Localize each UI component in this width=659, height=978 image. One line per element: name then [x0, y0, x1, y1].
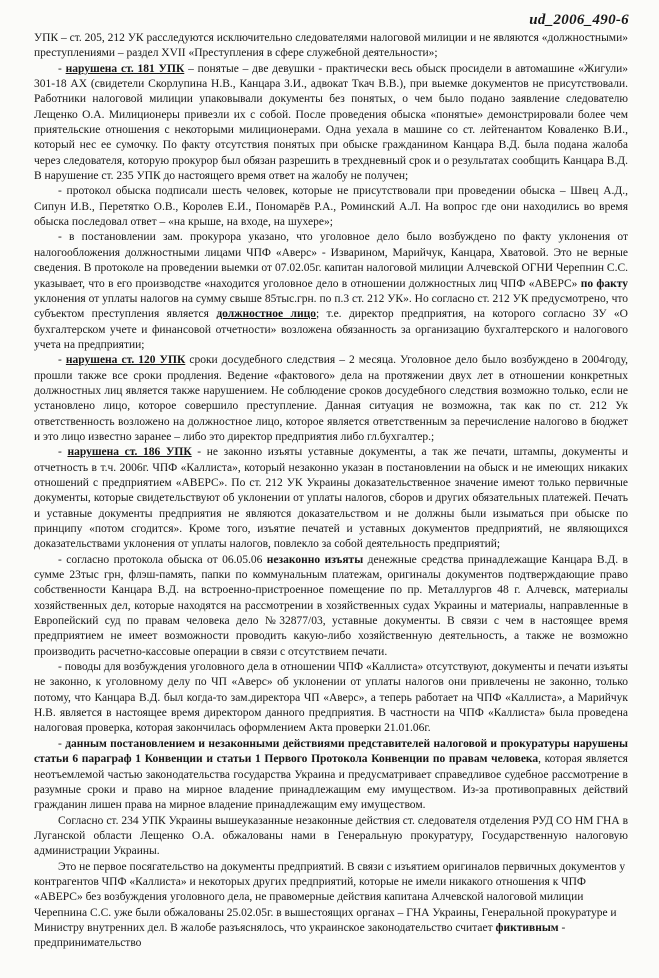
paragraph-seized-funds	[34, 553, 628, 660]
emphasis-text: нарушена ст. 120 УПК	[65, 354, 186, 367]
paragraph-art-234-appeal	[34, 814, 628, 860]
document-id: ud_2006_490-6	[529, 12, 629, 28]
paragraph-text: -	[58, 62, 66, 75]
paragraph-intro	[34, 31, 628, 62]
paragraph-text: - предпринимательство	[34, 921, 566, 950]
paragraph-text: - согласно протокола обыска от 06.05.06	[58, 553, 267, 566]
paragraph-art-181	[34, 62, 628, 185]
paragraph-kallista-grounds	[34, 660, 628, 737]
paragraph-text: ; т.е. директор предприятия, на которого согласно ЗУ «О бухгалтерском учете и финансовой отчетности» возложена обязанность за организацию бухгалтерского и налогового учета на предприятии;	[34, 308, 628, 351]
paragraph-search-protocol	[34, 184, 628, 230]
paragraph-text: уклонения от уплаты налогов на сумму свыше 85тыс.грн. по п.3 ст. 212 УК». Но согласно ст. 212 УК предусмотрено, что субъектом преступления является	[34, 292, 628, 321]
paragraph-art-186	[34, 445, 628, 552]
emphasis-text: данным постановлением и незаконными действиями представителей налоговой и прокуратуры нарушены статьи 6 параграф 1 Конвенции и статьи 1 Первого Протокола Конвенции по правам человека	[34, 737, 628, 766]
paragraph-text: сроки досудебного следствия – 2 месяца. Уголовное дело было возбуждено в 2004году, прошли также все сроки продления. Ведение «фактового» дела на протяжении двух лет в отношении конкретных должностных лиц является также нарушением. Не соблюдение сроков досудебного следствия возможно только, если не установлено лицо, которое совершило преступление. Данная ситуация не возможна, так как по ст. 212 Ук ответственность возложено на должностное лицо, которое является ответственным за перечисление налогово в бюджет и это лицо известно заранее – либо это директор предприятия либо гл.бухгалтер.;	[34, 354, 628, 443]
emphasis-text: незаконно изъяты	[266, 553, 364, 566]
paragraph-text: Согласно ст. 234 УПК Украины вышеуказанные незаконные действия ст. следователя отделения РУД СО НМ ГНА в Луганской области Лещенко О.А. обжалованы нами в Генеральную прокуратуру, Государственную налоговую администрации Украины.	[34, 814, 628, 858]
paragraph-text: - протокол обыска подписали шесть человек, которые не присутствовали при проведении обыска – Швец А.Д., Сипун И.В., Перетятко О.В., Королев Е.И., Пономарёв Р.А., Роминский А.Л. На вопрос где они находились во время обыска последовал ответ – «на крыше, на входе, на шухере»;	[34, 185, 628, 229]
paragraph-text: , которая является неотъемлемой частью законодательства государства Украина и предусматривает справедливое судебное рассмотрение в разумные сроки и право на мирное владение принадлежащим ему имуществом. Из-за противоправных действий гражданин лишен права на мирное владение принадлежащим ему имуществом.	[34, 753, 628, 812]
paragraph-art-120	[34, 353, 628, 445]
paragraph-text: УПК – ст. 205, 212 УК расследуются исключительно следователями налоговой милиции и не являются «должностными» преступлениями – раздел XVII «Преступления в сфере служебной деятельности»;	[34, 32, 628, 60]
paragraph-text: -	[58, 737, 66, 750]
paragraph-text: -	[58, 354, 66, 367]
emphasis-text: нарушена ст. 186 УПК	[67, 446, 192, 459]
paragraph-text: – понятые – две девушки - практически весь обыск просидели в автомашине «Жигули» 301-18 АХ (свидетели Скорлупина Н.В., Канцара З.И., адвокат Ткач В.В.), при выемке документов не присутствовали. Работники налоговой милиции упаковывали документы без понятых, о чем было подано заявление следователю Лещенко О.А. Милиционеры привезли их с собой. После проведения обыска «понятые» демонстрировали более чем приятельские отношения с некоторыми милиционерами. Одна уехала в машине со ст. лейтенантом Коваленко В.И., который нес ее сумочку. По факту отсутствия понятых при обыске гражданином Канцара В.Д. была подана жалоба через следователя, которую прокурор был обязан разрешить в трехдневный срок и о результатах сообщить Канцара В.Д. В нарушение ст. 235 УПК до настоящего время ответ на жалобу не получен;	[34, 62, 628, 183]
paragraph-text: Это не первое посягательство на документы предприятий. В связи с изъятием оригиналов первичных документов у контрагентов ЧПФ «Каллиста» и некоторых других предприятий, которые не имели никакого отношения к ЧПФ «АВЕРС» без возбуждения уголовного дела, не правомерные действия капитана Алчевской налоговой милиции Черепнина С.С. уже были обжалованы 25.02.05г. в вышестоящих органах – ГНА Украины, Генеральной прокуратуре и Министру внутренних дел. В жалобе разъяснялось, что украинское законодательство считает	[34, 860, 626, 934]
emphasis-text: должностное лицо	[216, 308, 316, 321]
paragraph-text: денежные средства принадлежащие Канцара В.Д. в сумме 23тыс грн, флэш-память, папки по коммунальным платежам, оригиналы документов подтверждающие право собственности Канцара В.Д. на встроенно-пристроенное помещение по пр. Металлургов 48 г. Алчевск, материалы хозяйственных дел, которые находятся на рассмотрении в хозяйственных судах Украины и материалы, направленные в Европейский суд по правам человека дело №32877/03, уставные документы. В связи с чем в настоящее время предприятием не имеет возможности проводить какую-либо хозяйственную деятельность, а также не возможно производить расчетно-кассовые операции в связи с отсутствием печати.	[34, 553, 628, 658]
paragraph-previous-encroachment	[34, 860, 628, 952]
paragraph-convention-violation	[34, 737, 628, 814]
emphasis-text: по факту	[580, 277, 628, 290]
paragraph-text: - поводы для возбуждения уголовного дела в отношении ЧПФ «Каллиста» отсутствуют, документы и печати изъяты не законно, к уголовному делу по ЧП «Аверс» об уклонении от уплаты налогов они привлечены не законно, только потому, что Канцара В.Д. был когда-то зам.директора ЧП «Аверс», а теперь работает на ЧПФ «Каллиста», а Марийчук Н.В. является в настоящее время директором данного предприятия. В частности на ЧПФ «Каллиста» была проведена налоговая проверка, которая закончилась оформлением Акта проверки 21.01.06г.	[34, 661, 628, 735]
paragraph-prosecutor-resolution	[34, 230, 628, 353]
paragraph-text: - в постановлении зам. прокурора указано, что уголовное дело было возбуждено по факту уклонения от налогообложения должностными лицами ЧПФ «Аверс» - Изварином, Марийчук, Канцара, Хватовой. Это не верные сведения. В протоколе на проведении выемки от 07.02.05г. капитан налоговой милиции Алчевской ОГНИ Черепнин С.С. указывает, что в его производстве «находится уголовное дело в отношении должностных лиц ЧПФ «АВЕРС»	[34, 231, 628, 290]
emphasis-text: нарушена ст. 181 УПК	[65, 62, 185, 75]
paragraph-text: -	[58, 446, 68, 459]
emphasis-text: фиктивным	[495, 921, 559, 934]
document-body	[34, 31, 628, 952]
paragraph-text: - не законно изъяты уставные документы, а так же печати, штампы, документы и отчетность в т.ч. 2006г. ЧПФ «Каллиста», который незаконно указан в постановлении на обыск и не имеющих никаких отношений с предприятием «АВЕРС». По ст. 212 УК Украины доказательственное значение имеют только первичные документы, которые свидетельствуют об уклонении от уплаты налогов, сборов и других обязательных платежей. Печать и уставные документы предприятия не являются доказательством и не должны были изыматься при обыске по принципу «потом сгодится». Кроме того, изъятие печатей и уставных документов предприятий, не являющихся доказательствами уклонения от уплаты налогов, повлекло за собой деятельность предприятий;	[34, 446, 628, 551]
